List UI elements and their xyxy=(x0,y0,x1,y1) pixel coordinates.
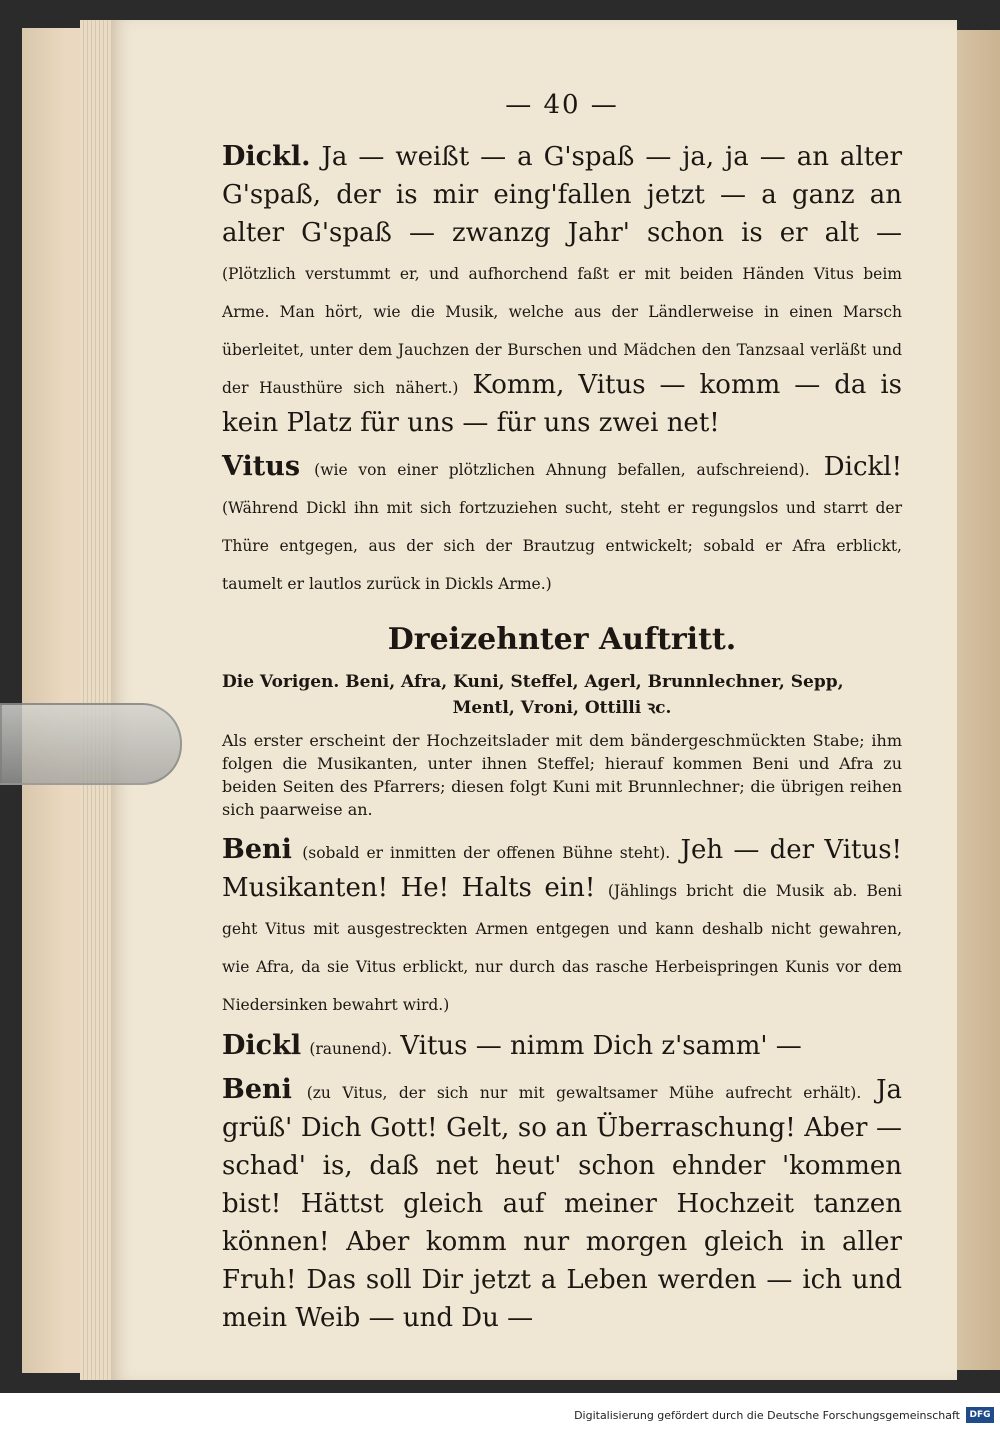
dialogue-text: Jeh — der Vitus! Musikanten! He! Halts ein! xyxy=(222,835,903,903)
stage-direction: Als erster erscheint der Hochzeitslader mit dem bändergeschmückten Stabe; ihm folgen die Musikanten, unter ihnen Steffel; hierauf kommen Beni und Afra zu beiden Seiten des Pfarrers; diesen folgt Kuni mit Brunnlechner; die übrigen reihen sich paarweise an. xyxy=(222,731,902,819)
stage-direction-inline: (zu Vitus, der sich nur mit gewaltsamer Mühe aufrecht erhält). xyxy=(306,1084,862,1102)
page-number: — 40 — xyxy=(505,90,619,120)
cast-line: Die Vorigen. Beni, Afra, Kuni, Steffel, Agerl, Brunnlechner, Sepp, xyxy=(222,672,844,692)
scene-heading: Dreizehnter Auftritt. xyxy=(387,622,737,657)
stage-direction-inline: (Plötzlich verstummt er, und aufhorchend faßt er mit beiden Händen Vitus beim Arme. Man hört, wie die Musik, welche aus der Ländlerweise in einen Marsch überleitet, unter dem Jauchzen der Burschen und Mädchen den Tanzsaal verläßt und der Hausthüre sich nähert.) xyxy=(222,265,902,397)
speaker-name: Vitus xyxy=(222,451,301,482)
stage-direction-inline: (raunend). xyxy=(309,1040,393,1058)
dialogue-dickl-1 xyxy=(222,138,902,442)
stage-direction-inline: (Während Dickl ihn mit sich fortzuziehen sucht, steht er regungslos und starrt der Thüre entgegen, aus der sich der Brautzug entwickelt; sobald er Afra erblickt, taumelt er lautlos zurück in Dickls Arme.) xyxy=(222,499,902,593)
book-right-edge xyxy=(950,30,1000,1370)
dialogue-beni-1 xyxy=(222,831,902,1021)
dialogue-text: Dickl! xyxy=(823,452,903,482)
dfg-logo-icon: DFG xyxy=(966,1407,994,1423)
dialogue-text: Vitus — nimm Dich z'samm' — xyxy=(400,1031,802,1061)
dialogue-dickl-2 xyxy=(222,1027,902,1065)
stage-direction-inline: (Jählings bricht die Musik ab. Beni geht Vitus mit ausgestreckten Armen entgegen und kann deshalb nicht gewahren, wie Afra, da sie Vitus erblickt, nur durch das rasche Herbeispringen Kunis vor dem Niedersinken bewahrt wird.) xyxy=(222,882,902,1014)
page-content xyxy=(222,90,902,1343)
page-holder-clip xyxy=(0,703,182,785)
dialogue-beni-2 xyxy=(222,1071,902,1337)
footer-credit: Digitalisierung gefördert durch die Deutsche Forschungsgemeinschaft xyxy=(574,1409,960,1422)
stage-direction-inline: (wie von einer plötzlichen Ahnung befallen, aufschreiend). xyxy=(314,461,810,479)
speaker-name: Beni xyxy=(222,834,292,865)
footer-bar xyxy=(0,1393,1000,1443)
speaker-name: Beni xyxy=(222,1074,292,1105)
stage-direction-inline: (sobald er inmitten der offenen Bühne steht). xyxy=(302,844,671,862)
cast-list xyxy=(222,669,902,721)
book-page xyxy=(112,20,957,1380)
cast-line: Mentl, Vroni, Ottilli ꝛc. xyxy=(452,698,672,718)
dialogue-text: Ja grüß' Dich Gott! Gelt, so an Überraschung! Aber — schad' is, daß net heut' schon ehnder 'kommen bist! Hättst gleich auf meiner Hochzeit tanzen können! Aber komm nur morgen gleich in aller Fruh! Das soll Dir jetzt a Leben werden — ich und mein Weib — und Du — xyxy=(222,1075,903,1333)
speaker-name: Dickl. xyxy=(222,141,311,172)
dialogue-text: Komm, Vitus — komm — da is kein Platz für uns — für uns zwei net! xyxy=(222,370,903,438)
dialogue-vitus xyxy=(222,448,902,600)
speaker-name: Dickl xyxy=(222,1030,302,1061)
dialogue-text: Ja — weißt — a G'spaß — ja, ja — an alter G'spaß, der is mir eing'fallen jetzt — a ganz an alter G'spaß — zwanzg Jahr' schon is er alt — xyxy=(222,142,903,248)
